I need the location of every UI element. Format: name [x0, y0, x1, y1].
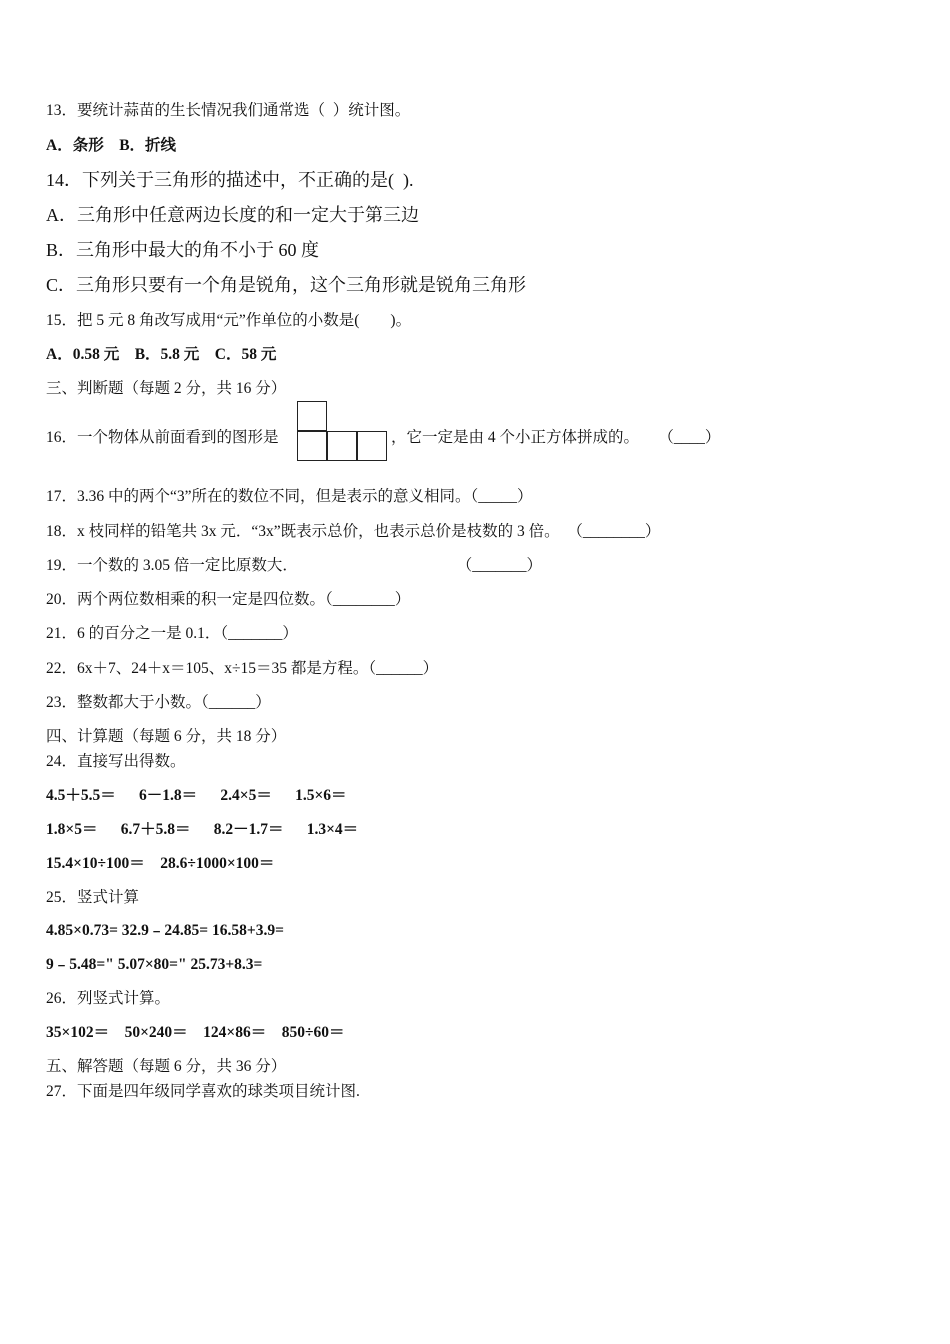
question-17: 17．3.36 中的两个“3”所在的数位不同，但是表示的意义相同。（_____） [46, 488, 533, 505]
question-14: 14．下列关于三角形的描述中，不正确的是( ). [46, 170, 414, 190]
figure-cell-bottom-1 [297, 431, 327, 461]
question-14-option-b: B．三角形中最大的角不小于 60 度 [46, 240, 320, 260]
question-24-row-2: 1.8×5＝ 6.7＋5.8＝ 8.2－1.7＝ 1.3×4＝ [46, 821, 359, 838]
section-5-heading: 五、解答题（每题 6 分，共 36 分） [46, 1058, 287, 1075]
question-22: 22．6x＋7、24＋x＝105、x÷15＝35 都是方程。（______） [46, 660, 439, 677]
question-24-row-1: 4.5＋5.5＝ 6－1.8＝ 2.4×5＝ 1.5×6＝ [46, 787, 347, 804]
front-view-figure [297, 401, 390, 464]
question-20: 20．两个两位数相乘的积一定是四位数。（________） [46, 591, 411, 608]
section-3-heading: 三、判断题（每题 2 分，共 16 分） [46, 380, 287, 397]
question-25-row-2: 9﹣5.48=" 5.07×80=" 25.73+8.3= [46, 956, 263, 973]
question-14-option-c: C．三角形只要有一个角是锐角，这个三角形就是锐角三角形 [46, 275, 527, 295]
question-14-option-a: A．三角形中任意两边长度的和一定大于第三边 [46, 205, 419, 225]
question-21: 21．6 的百分之一是 0.1．（_______） [46, 625, 298, 642]
question-15: 15．把 5 元 8 角改写成用“元”作单位的小数是( )。 [46, 312, 412, 329]
figure-cell-bottom-3 [357, 431, 387, 461]
section-4-heading: 四、计算题（每题 6 分，共 18 分） [46, 728, 287, 745]
question-26: 26．列竖式计算。 [46, 990, 171, 1007]
question-13: 13．要统计蒜苗的生长情况我们通常选（ ）统计图。 [46, 102, 411, 119]
question-13-options: A．条形 B．折线 [46, 137, 177, 154]
question-16-prefix: 16．一个物体从前面看到的图形是 [46, 429, 279, 446]
question-26-row-1: 35×102＝ 50×240＝ 124×86＝ 850÷60＝ [46, 1024, 345, 1041]
question-18: 18．x 枝同样的铅笔共 3x 元．“3x”既表示总价，也表示总价是枝数的 3 倍。 （________） [46, 523, 661, 540]
question-25: 25．竖式计算 [46, 889, 140, 906]
question-24-row-3: 15.4×10÷100＝ 28.6÷1000×100＝ [46, 855, 275, 872]
question-25-row-1: 4.85×0.73= 32.9﹣24.85= 16.58+3.9= [46, 922, 284, 939]
figure-cell-top [297, 401, 327, 431]
question-16-suffix: ，它一定是由 4 个小正方体拼成的。 （____） [391, 429, 721, 446]
question-19: 19．一个数的 3.05 倍一定比原数大． （_______） [46, 557, 543, 574]
figure-cell-bottom-2 [327, 431, 357, 461]
question-24: 24．直接写出得数。 [46, 753, 186, 770]
question-23: 23．整数都大于小数。（______） [46, 694, 271, 711]
question-15-options: A．0.58 元 B．5.8 元 C．58 元 [46, 346, 277, 363]
question-27: 27．下面是四年级同学喜欢的球类项目统计图. [46, 1083, 360, 1100]
